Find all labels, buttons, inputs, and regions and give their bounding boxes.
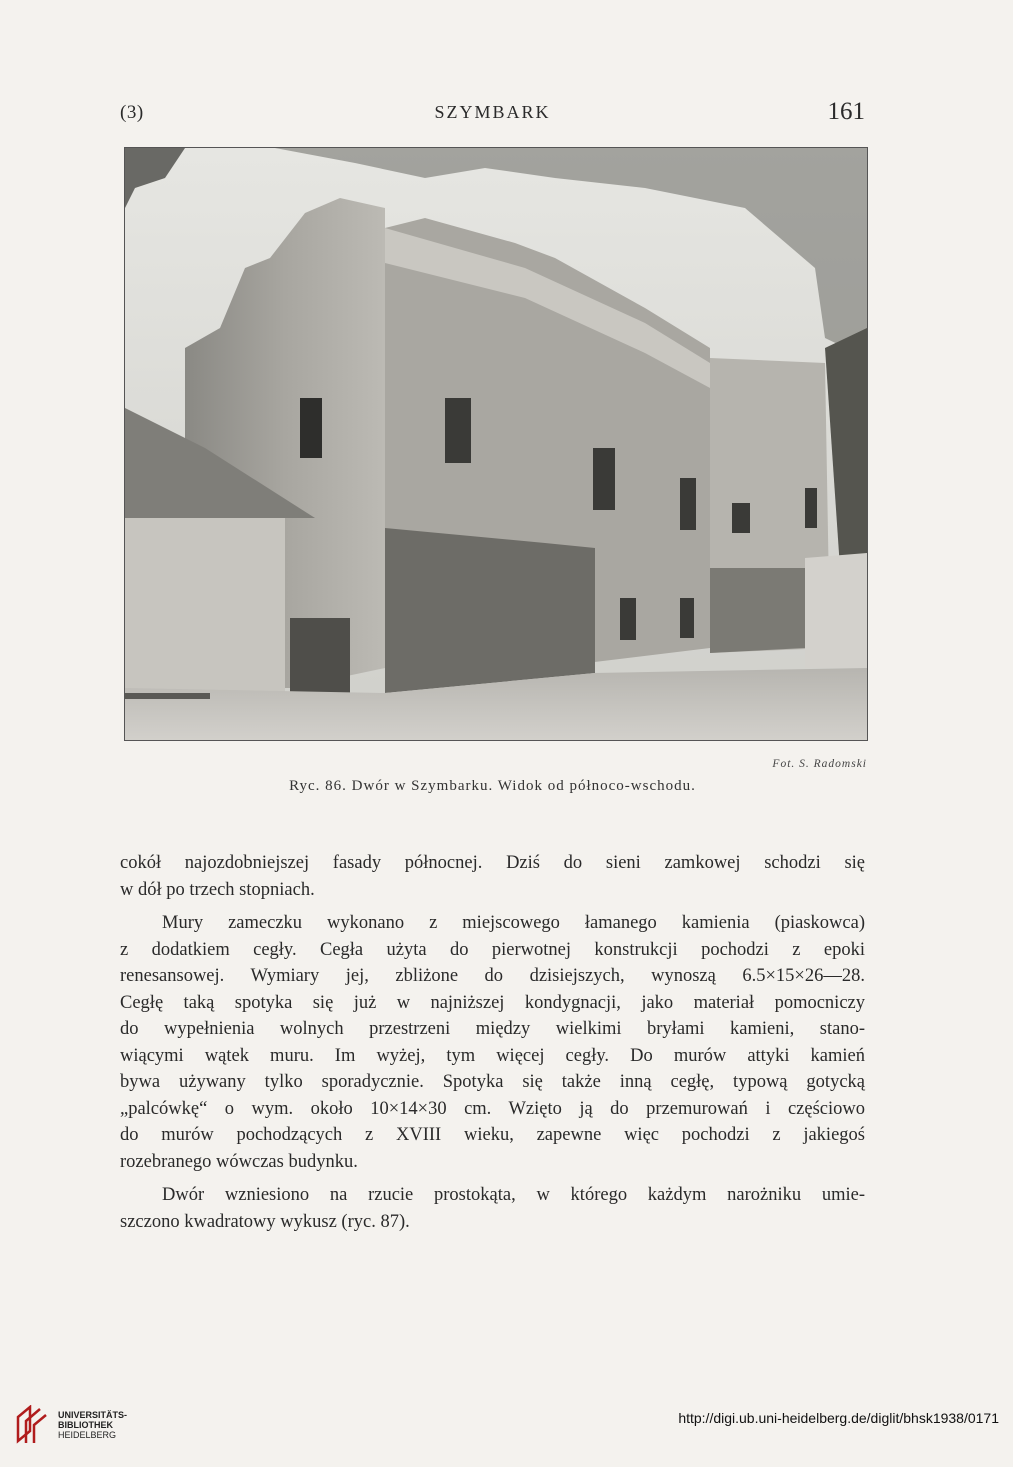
section-number: (3) xyxy=(120,102,144,123)
text-line: cokół najozdobniejszej fasady północnej. Dziś do sieni zamkowej schodzi się xyxy=(120,853,865,873)
library-name xyxy=(58,1410,127,1440)
paragraph xyxy=(120,850,865,903)
text-line: do murów pochodzących z XVIII wieku, zapewne więc pochodzi z jakiegoś xyxy=(120,1125,865,1145)
library-logo-icon xyxy=(14,1405,50,1445)
text-line: renesansowej. Wymiary jej, zbliżone do dzisiejszych, wynoszą 6.5×15×26—28. xyxy=(120,966,865,986)
text-line: Dwór wzniesiono na rzucie prostokąta, w którego każdym narożniku umie- xyxy=(162,1185,865,1205)
text-line: bywa używany tylko sporadycznie. Spotyka się także inną cegłę, typową gotycką xyxy=(120,1072,865,1092)
text-line: Cegłę taką spotyka się już w najniższej kondygnacji, jako materiał pomocniczy xyxy=(120,992,865,1013)
paragraph xyxy=(120,910,865,1175)
running-title: SZYMBARK xyxy=(434,102,551,122)
text-line: rozebranego wówczas budynku. xyxy=(120,1151,358,1172)
text-line: szczono kwadratowy wykusz (ryc. 87). xyxy=(120,1211,410,1232)
page-number: 161 xyxy=(827,98,865,125)
text-line: „palcówkę“ o wym. około 10×14×30 cm. Wzięto ją do przemurowań i częściowo xyxy=(120,1098,865,1119)
body-text xyxy=(120,850,865,1235)
photo-credit: Fot. S. Radomski xyxy=(772,758,867,770)
library-name-line: UNIVERSITÄTS- xyxy=(58,1410,128,1420)
text-line: w dół po trzech stopniach. xyxy=(120,879,315,900)
text-line: z dodatkiem cegły. Cegła użyta do pierwotnej konstrukcji pochodzi z epoki xyxy=(120,939,865,960)
text-line: Mury zameczku wykonano z miejscowego łamanego kamienia (piaskowca) xyxy=(162,913,865,933)
manor-photograph xyxy=(124,147,868,741)
text-line: do wypełnienia wolnych przestrzeni między wielkimi bryłami kamieni, stano- xyxy=(120,1019,865,1039)
source-url-link[interactable]: http://digi.ub.uni-heidelberg.de/diglit/bhsk1938/0171 xyxy=(678,1410,999,1426)
library-name-line: BIBLIOTHEK xyxy=(58,1420,113,1430)
text-line: wiącymi wątek muru. Im wyżej, tym więcej cegły. Do murów attyki kamień xyxy=(120,1045,865,1066)
library-name-line: HEIDELBERG xyxy=(58,1430,117,1440)
running-header xyxy=(120,100,865,130)
paragraph xyxy=(120,1182,865,1235)
figure-caption: Ryc. 86. Dwór w Szymbarku. Widok od północo-wschodu. xyxy=(289,778,696,794)
